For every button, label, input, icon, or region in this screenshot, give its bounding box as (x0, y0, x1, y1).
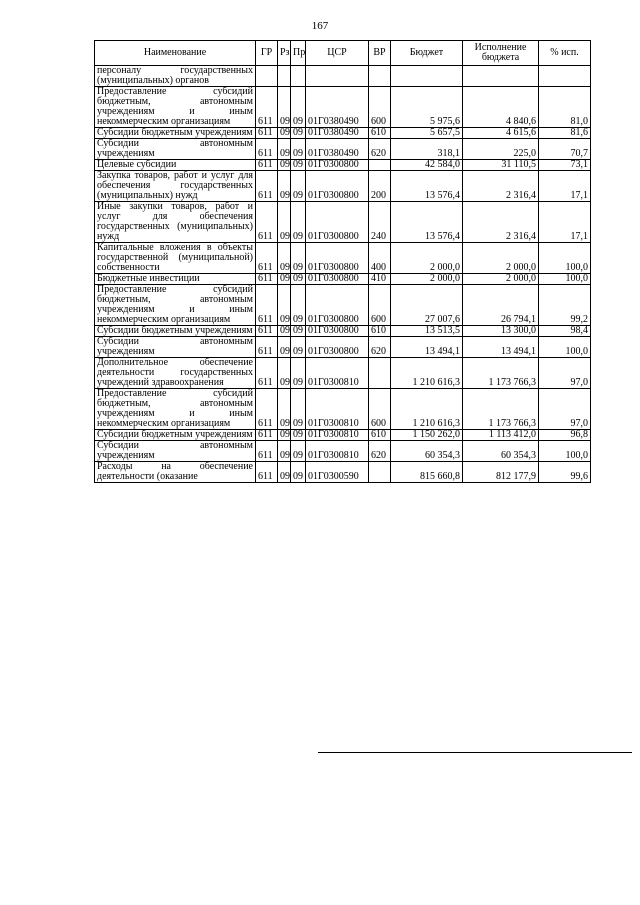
cell-vr: 620 (369, 337, 391, 358)
cell-pr: 09 (291, 462, 306, 483)
table-row (95, 326, 591, 337)
cell-csr (306, 66, 369, 87)
cell-name: Субсидии автономным учреждениям (95, 441, 256, 462)
cell-gr: 611 (256, 337, 278, 358)
cell-budget: 13 576,4 (391, 171, 463, 202)
cell-gr: 611 (256, 128, 278, 139)
cell-percent (539, 66, 591, 87)
cell-rz: 09 (278, 87, 291, 128)
cell-gr: 611 (256, 171, 278, 202)
cell-percent: 70,7 (539, 139, 591, 160)
table-row (95, 441, 591, 462)
cell-csr: 01Г0300800 (306, 285, 369, 326)
cell-gr: 611 (256, 389, 278, 430)
col-header-execution: Исполнение бюджета (463, 41, 539, 66)
col-header-percent: % исп. (539, 41, 591, 66)
cell-budget (391, 66, 463, 87)
cell-vr: 600 (369, 389, 391, 430)
table-row (95, 274, 591, 285)
cell-vr: 400 (369, 243, 391, 274)
cell-budget: 27 007,6 (391, 285, 463, 326)
cell-name: Субсидии бюджетным учреждениям (95, 430, 256, 441)
cell-csr: 01Г0300800 (306, 160, 369, 171)
cell-execution: 4 615,6 (463, 128, 539, 139)
cell-budget: 1 210 616,3 (391, 389, 463, 430)
table-row (95, 358, 591, 389)
cell-csr: 01Г0300810 (306, 358, 369, 389)
cell-budget: 815 660,8 (391, 462, 463, 483)
cell-percent: 99,6 (539, 462, 591, 483)
cell-gr: 611 (256, 139, 278, 160)
cell-vr: 620 (369, 441, 391, 462)
cell-budget: 5 657,5 (391, 128, 463, 139)
cell-execution: 4 840,6 (463, 87, 539, 128)
col-header-pr: Пр (291, 41, 306, 66)
cell-percent: 17,1 (539, 171, 591, 202)
cell-rz: 09 (278, 160, 291, 171)
cell-csr: 01Г0380490 (306, 87, 369, 128)
table-row (95, 87, 591, 128)
cell-name: Субсидии бюджетным учреждениям (95, 128, 256, 139)
cell-rz: 09 (278, 358, 291, 389)
cell-vr: 410 (369, 274, 391, 285)
cell-csr: 01Г0300800 (306, 326, 369, 337)
cell-vr: 600 (369, 285, 391, 326)
cell-rz: 09 (278, 243, 291, 274)
cell-percent: 73,1 (539, 160, 591, 171)
col-header-rz: Рз (278, 41, 291, 66)
cell-gr: 611 (256, 243, 278, 274)
cell-percent: 97,0 (539, 389, 591, 430)
cell-pr: 09 (291, 430, 306, 441)
cell-csr: 01Г0300800 (306, 202, 369, 243)
cell-percent: 100,0 (539, 243, 591, 274)
cell-pr: 09 (291, 337, 306, 358)
col-header-csr: ЦСР (306, 41, 369, 66)
cell-name: Субсидии автономным учреждениям (95, 139, 256, 160)
cell-pr: 09 (291, 441, 306, 462)
cell-name: Целевые субсидии (95, 160, 256, 171)
cell-csr: 01Г0300800 (306, 171, 369, 202)
cell-percent: 81,6 (539, 128, 591, 139)
cell-gr: 611 (256, 358, 278, 389)
cell-name: Расходы на обеспечение деятельности (оказание (95, 462, 256, 483)
cell-name: Дополнительное обеспечение деятельности государственных учреждений здравоохранения (95, 358, 256, 389)
cell-rz: 09 (278, 441, 291, 462)
cell-rz: 09 (278, 128, 291, 139)
cell-pr: 09 (291, 202, 306, 243)
cell-name: Предоставление субсидий бюджетным, автономным учреждениям и иным некоммерческим организациям (95, 87, 256, 128)
cell-percent: 96,8 (539, 430, 591, 441)
cell-rz: 09 (278, 274, 291, 285)
table-header-row (95, 41, 591, 66)
cell-execution: 2 316,4 (463, 171, 539, 202)
table-row (95, 202, 591, 243)
cell-vr: 200 (369, 171, 391, 202)
col-header-gr: ГР (256, 41, 278, 66)
cell-pr: 09 (291, 389, 306, 430)
cell-csr: 01Г0300800 (306, 274, 369, 285)
cell-pr: 09 (291, 87, 306, 128)
cell-name: Предоставление субсидий бюджетным, автономным учреждениям и иным некоммерческим организациям (95, 285, 256, 326)
cell-gr: 611 (256, 274, 278, 285)
table-row (95, 337, 591, 358)
cell-pr (291, 66, 306, 87)
cell-vr (369, 160, 391, 171)
cell-pr: 09 (291, 326, 306, 337)
cell-execution: 225,0 (463, 139, 539, 160)
table-row (95, 243, 591, 274)
cell-pr: 09 (291, 128, 306, 139)
cell-budget: 13 576,4 (391, 202, 463, 243)
cell-execution (463, 66, 539, 87)
budget-table (94, 40, 591, 483)
cell-rz: 09 (278, 430, 291, 441)
table-body (95, 66, 591, 483)
cell-rz: 09 (278, 326, 291, 337)
cell-execution: 1 173 766,3 (463, 358, 539, 389)
cell-csr: 01Г0300810 (306, 389, 369, 430)
cell-gr: 611 (256, 441, 278, 462)
cell-rz: 09 (278, 202, 291, 243)
cell-rz: 09 (278, 171, 291, 202)
cell-pr: 09 (291, 274, 306, 285)
table-row (95, 66, 591, 87)
cell-budget: 1 150 262,0 (391, 430, 463, 441)
table-row (95, 462, 591, 483)
cell-budget: 5 975,6 (391, 87, 463, 128)
cell-gr: 611 (256, 285, 278, 326)
cell-vr: 240 (369, 202, 391, 243)
table-row (95, 285, 591, 326)
table-row (95, 128, 591, 139)
cell-name: Предоставление субсидий бюджетным, автономным учреждениям и иным некоммерческим организациям (95, 389, 256, 430)
cell-percent: 81,0 (539, 87, 591, 128)
cell-execution: 13 494,1 (463, 337, 539, 358)
cell-rz: 09 (278, 337, 291, 358)
cell-name: Бюджетные инвестиции (95, 274, 256, 285)
cell-execution: 2 000,0 (463, 274, 539, 285)
cell-execution: 1 113 412,0 (463, 430, 539, 441)
cell-percent: 100,0 (539, 274, 591, 285)
cell-csr: 01Г0300810 (306, 441, 369, 462)
cell-vr (369, 358, 391, 389)
cell-gr: 611 (256, 430, 278, 441)
cell-csr: 01Г0380490 (306, 139, 369, 160)
cell-percent: 97,0 (539, 358, 591, 389)
cell-gr: 611 (256, 326, 278, 337)
cell-budget: 2 000,0 (391, 243, 463, 274)
cell-name: Закупка товаров, работ и услуг для обеспечения государственных (муниципальных) нужд (95, 171, 256, 202)
cell-pr: 09 (291, 171, 306, 202)
table-row (95, 139, 591, 160)
cell-vr (369, 462, 391, 483)
cell-rz: 09 (278, 139, 291, 160)
cell-gr: 611 (256, 87, 278, 128)
cell-vr (369, 66, 391, 87)
cell-gr: 611 (256, 462, 278, 483)
cell-execution: 2 000,0 (463, 243, 539, 274)
cell-percent: 100,0 (539, 441, 591, 462)
cell-budget: 13 513,5 (391, 326, 463, 337)
cell-name: Иные закупки товаров, работ и услуг для обеспечения государственных (муниципальных) нужд (95, 202, 256, 243)
cell-gr: 611 (256, 202, 278, 243)
cell-vr: 610 (369, 430, 391, 441)
col-header-vr: ВР (369, 41, 391, 66)
cell-execution: 31 110,5 (463, 160, 539, 171)
cell-execution: 60 354,3 (463, 441, 539, 462)
cell-name: Субсидии бюджетным учреждениям (95, 326, 256, 337)
cell-csr: 01Г0380490 (306, 128, 369, 139)
cell-pr: 09 (291, 285, 306, 326)
cell-budget: 2 000,0 (391, 274, 463, 285)
cell-rz: 09 (278, 285, 291, 326)
cell-execution: 2 316,4 (463, 202, 539, 243)
cell-budget: 42 584,0 (391, 160, 463, 171)
footer-rule (318, 752, 632, 753)
cell-vr: 610 (369, 326, 391, 337)
cell-pr: 09 (291, 358, 306, 389)
table-row (95, 389, 591, 430)
cell-pr: 09 (291, 243, 306, 274)
cell-percent: 99,2 (539, 285, 591, 326)
cell-gr (256, 66, 278, 87)
table-row (95, 160, 591, 171)
table-row (95, 171, 591, 202)
cell-name: персоналу государственных (муниципальных) органов (95, 66, 256, 87)
cell-pr: 09 (291, 160, 306, 171)
col-header-budget: Бюджет (391, 41, 463, 66)
cell-csr: 01Г0300800 (306, 337, 369, 358)
cell-vr: 610 (369, 128, 391, 139)
cell-rz (278, 66, 291, 87)
cell-rz: 09 (278, 462, 291, 483)
cell-budget: 1 210 616,3 (391, 358, 463, 389)
cell-csr: 01Г0300590 (306, 462, 369, 483)
cell-csr: 01Г0300800 (306, 243, 369, 274)
cell-percent: 17,1 (539, 202, 591, 243)
col-header-name: Наименование (95, 41, 256, 66)
cell-vr: 600 (369, 87, 391, 128)
cell-percent: 100,0 (539, 337, 591, 358)
cell-csr: 01Г0300810 (306, 430, 369, 441)
cell-pr: 09 (291, 139, 306, 160)
cell-budget: 60 354,3 (391, 441, 463, 462)
cell-budget: 318,1 (391, 139, 463, 160)
cell-name: Субсидии автономным учреждениям (95, 337, 256, 358)
cell-vr: 620 (369, 139, 391, 160)
table-row (95, 430, 591, 441)
cell-name: Капитальные вложения в объекты государственной (муниципальной) собственности (95, 243, 256, 274)
cell-gr: 611 (256, 160, 278, 171)
cell-execution: 26 794,1 (463, 285, 539, 326)
page-number: 167 (311, 20, 329, 32)
cell-execution: 13 300,0 (463, 326, 539, 337)
cell-execution: 1 173 766,3 (463, 389, 539, 430)
cell-budget: 13 494,1 (391, 337, 463, 358)
cell-percent: 98,4 (539, 326, 591, 337)
cell-rz: 09 (278, 389, 291, 430)
cell-execution: 812 177,9 (463, 462, 539, 483)
